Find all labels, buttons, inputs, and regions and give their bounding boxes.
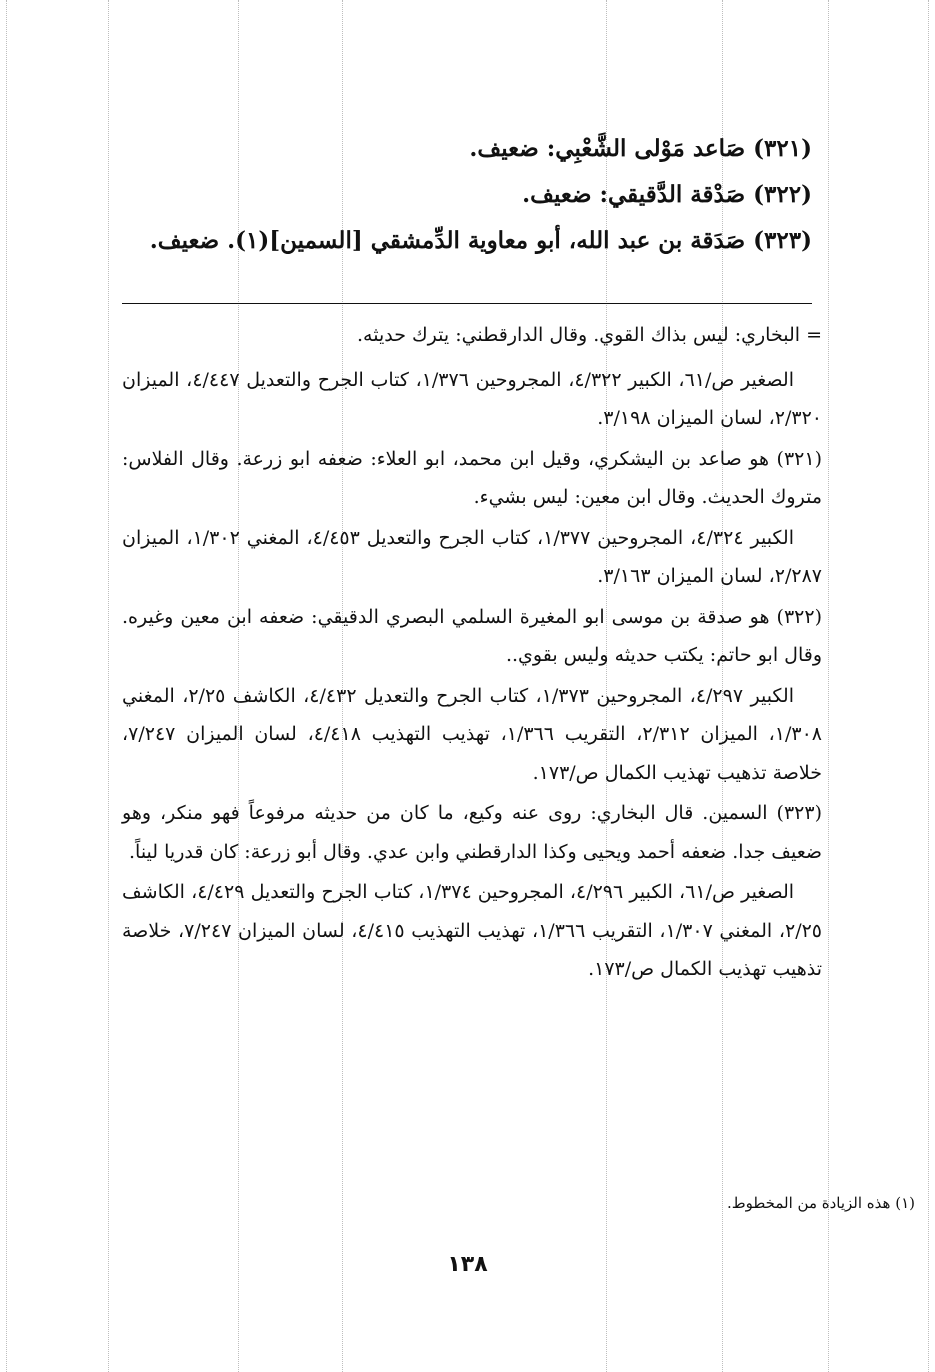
scan-guide-line: [828, 0, 829, 1372]
note-references: الصغير ص/٦١، الكبير ٤/٣٢٢، المجروحين ١/٣٧٦، كتاب الجرح والتعديل ٤/٤٤٧، الميزان ٢/٣٢٠، لسان الميزان ٣/١٩٨.: [122, 368, 822, 429]
scan-guide-line: [928, 0, 929, 1372]
entry-321: (٣٢١) صَاعد مَوْلى الشَّعْبِي: ضعيف.: [469, 135, 812, 162]
note-321-references: الكبير ٤/٣٢٤، المجروحين ١/٣٧٧، كتاب الجرح والتعديل ٤/٤٥٣، المغني ١/٣٠٢، الميزان ٢/٢٨٧، لسان الميزان ٣/١٦٣.: [122, 526, 822, 587]
note-322: (٣٢٢) هو صدقة بن موسى ابو المغيرة السلمي البصري الدقيقي: ضعفه ابن معين وغيره. وقال ابو حاتم: يكتب حديثه وليس بقوي..: [122, 605, 822, 666]
page-number: ١٣٨: [447, 1252, 488, 1277]
note-323: (٣٢٣) السمين. قال البخاري: روى عنه وكيع، ما كان من حديثه مرفوعاً فهو منكر، وهو ضعيف جدا. ضعفه أحمد ويحيى وكذا الدارقطني وابن عدي. وقال أبو زرعة: كان قدريا ليناً.: [122, 802, 822, 863]
note-continuation: = البخاري: ليس بذاك القوي. وقال الدارقطني: يترك حديثه.: [356, 324, 822, 346]
note-323-references: الصغير ص/٦١، الكبير ٤/٢٩٦، المجروحين ١/٣٧٤، كتاب الجرح والتعديل ٤/٤٢٩، الكاشف ٢/٢٥، المغني ١/٣٠٧، التقريب ١/٣٦٦، تهذيب التهذيب ٤/٤١٥، لسان الميزان ٧/٢٤٧، خلاصة تذهيب تهذيب الكمال ص/١٧٣.: [122, 881, 823, 980]
scan-guide-line: [6, 0, 7, 1372]
commentary-notes: [122, 316, 822, 991]
main-entries: [112, 126, 812, 264]
entry-323: (٣٢٣) صَدَقة بن عبد الله، أبو معاوية الدِّمشقي [السمين](١). ضعيف.: [149, 227, 812, 254]
note-321: (٣٢١) هو صاعد بن اليشكري، وقيل ابن محمد، ابو العلاء: ضعفه ابو زرعة. وقال الفلاس: متروك الحديث. وقال ابن معين: ليس بشيء.: [122, 447, 822, 508]
entry-322: (٣٢٢) صَدْقة الدَّقيقي: ضعيف.: [522, 181, 812, 208]
footnote-separator-rule: [122, 303, 812, 304]
scan-guide-line: [108, 0, 109, 1372]
note-322-references: الكبير ٤/٢٩٧، المجروحين ١/٣٧٣، كتاب الجرح والتعديل ٤/٤٣٢، الكاشف ٢/٢٥، المغني ١/٣٠٨، الميزان ٢/٣١٢، التقريب ١/٣٦٦، تهذيب التهذيب ٤/٤١٨، لسان الميزان ٧/٢٤٧، خلاصة تذهيب تهذيب الكمال ص/١٧٣.: [122, 684, 822, 784]
manuscript-footnote: (١) هذه الزيادة من المخطوط.: [726, 1194, 915, 1212]
